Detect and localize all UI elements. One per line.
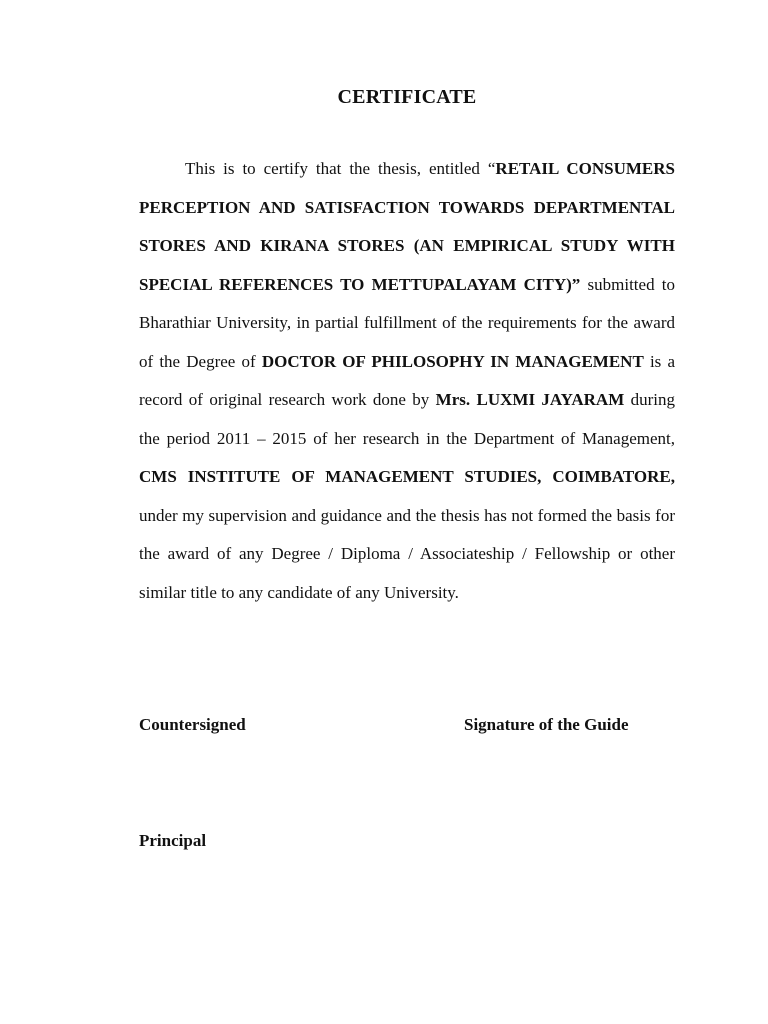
thesis-title: RETAIL CONSUMERS PERCEPTION AND SATISFACTION TOWARDS DEPARTMENTAL STORES AND KIRANA STORES (AN EMPIRICAL STUDY WITH SPECIAL REFERENCES TO METTUPALAYAM CITY)” — [139, 159, 675, 294]
certificate-body — [139, 150, 675, 612]
countersigned-label: Countersigned — [139, 715, 246, 734]
intro-text: This is to certify that the thesis, entitled “ — [185, 159, 496, 178]
guide-signature-label: Signature of the Guide — [464, 715, 629, 734]
record-text: is a record of original research work done by — [139, 351, 675, 409]
certificate-title: CERTIFICATE — [337, 86, 477, 108]
submission-text: submitted to Bharathiar University, in partial fulfillment of the requirements for the award of the Degree of — [139, 274, 675, 371]
closing-text: under my supervision and guidance and the thesis has not formed the basis for the award of any Degree / Diploma / Associateship / Fellowship or other similar title to any candidate of any University. — [139, 505, 675, 602]
candidate-name: Mrs. LUXMI JAYARAM — [435, 390, 625, 409]
principal-label: Principal — [139, 831, 207, 850]
period-text: during the period 2011 – 2015 of her research in the Department of Management, — [139, 390, 676, 448]
institute-name: CMS INSTITUTE OF MANAGEMENT STUDIES, COIMBATORE, — [139, 467, 675, 486]
degree-name: DOCTOR OF PHILOSOPHY IN MANAGEMENT — [261, 351, 644, 371]
